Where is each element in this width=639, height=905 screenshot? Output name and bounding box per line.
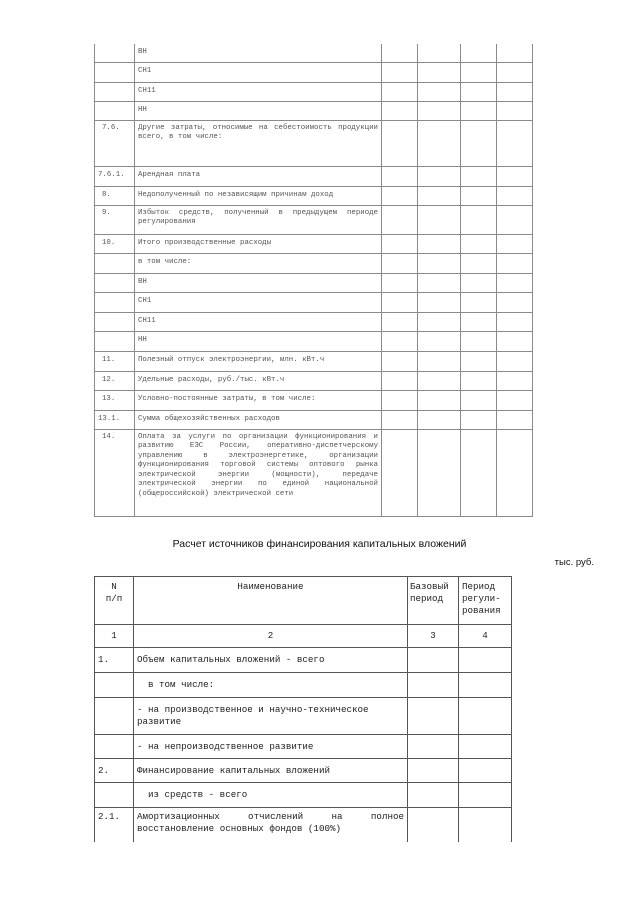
row-label: СН11 — [135, 82, 382, 101]
row-label: СН11 — [135, 312, 382, 331]
table-row — [95, 331, 533, 351]
cell — [418, 186, 461, 205]
cell — [497, 390, 533, 410]
row-label: ВН — [135, 44, 382, 62]
cell — [418, 44, 461, 62]
row-label: из средств - всего — [134, 783, 408, 808]
cell — [408, 673, 459, 698]
row-number: 9. — [95, 205, 135, 234]
row-label: Арендная плата — [135, 166, 382, 186]
cell — [461, 410, 497, 429]
cell — [461, 292, 497, 312]
cell — [382, 410, 418, 429]
cell — [382, 371, 418, 390]
table-row — [95, 101, 533, 120]
row-label: ВН — [135, 273, 382, 292]
cell — [461, 205, 497, 234]
cell — [382, 62, 418, 82]
table-row — [95, 371, 533, 390]
row-number — [95, 312, 135, 331]
cell — [461, 82, 497, 101]
table-row — [95, 390, 533, 410]
row-number: 13. — [95, 390, 135, 410]
row-label: НН — [135, 101, 382, 120]
cell — [382, 205, 418, 234]
cell — [382, 120, 418, 166]
cell — [418, 234, 461, 253]
table-row — [95, 312, 533, 331]
cell — [382, 253, 418, 273]
cell — [382, 101, 418, 120]
header-row — [95, 577, 512, 625]
row-number — [95, 101, 135, 120]
capex-table — [94, 576, 512, 842]
header-name: Наименование — [134, 577, 408, 625]
cell — [418, 120, 461, 166]
table-row — [95, 292, 533, 312]
table-row — [95, 62, 533, 82]
cell — [461, 120, 497, 166]
cell — [459, 808, 512, 842]
cell — [459, 759, 512, 783]
cell — [461, 390, 497, 410]
cell — [408, 783, 459, 808]
table-row — [95, 273, 533, 292]
row-number — [95, 273, 135, 292]
cell — [461, 429, 497, 516]
row-number: 7.6. — [95, 120, 135, 166]
cell — [497, 44, 533, 62]
cell — [497, 62, 533, 82]
index-cell: 1 — [95, 625, 134, 648]
row-number: 2.1. — [95, 808, 134, 842]
cell — [418, 410, 461, 429]
row-label: Финансирование капитальных вложений — [134, 759, 408, 783]
index-cell: 4 — [459, 625, 512, 648]
cell — [408, 808, 459, 842]
cell — [461, 166, 497, 186]
row-label: НН — [135, 331, 382, 351]
table-row — [95, 698, 512, 735]
cell — [418, 331, 461, 351]
cell — [497, 331, 533, 351]
row-number: 14. — [95, 429, 135, 516]
row-number: 2. — [95, 759, 134, 783]
cell — [418, 390, 461, 410]
cell — [382, 292, 418, 312]
row-number — [95, 698, 134, 735]
table-row — [95, 735, 512, 759]
row-label: СН1 — [135, 292, 382, 312]
cell — [382, 186, 418, 205]
cell — [408, 698, 459, 735]
table-row — [95, 429, 533, 516]
row-number — [95, 292, 135, 312]
row-number: 8. — [95, 186, 135, 205]
cell — [382, 351, 418, 371]
cell — [418, 429, 461, 516]
cell — [459, 735, 512, 759]
cell — [382, 273, 418, 292]
cell — [461, 371, 497, 390]
row-label: Недополученный по независящим причинам доход — [135, 186, 382, 205]
table-row — [95, 253, 533, 273]
cell — [497, 186, 533, 205]
cell — [382, 312, 418, 331]
row-label: Объем капитальных вложений - всего — [134, 648, 408, 673]
cell — [459, 673, 512, 698]
table-row — [95, 351, 533, 371]
cell — [382, 429, 418, 516]
row-label: Амортизационных отчислений на полное восстановление основных фондов (100%) — [134, 808, 408, 842]
cell — [459, 698, 512, 735]
index-cell: 2 — [134, 625, 408, 648]
cell — [418, 273, 461, 292]
cell — [497, 82, 533, 101]
cell — [418, 101, 461, 120]
header-base-period: Базовый период — [408, 577, 459, 625]
cell — [461, 253, 497, 273]
row-label: Условно-постоянные затраты, в том числе: — [135, 390, 382, 410]
row-label: Оплата за услуги по организации функционирования и развитию ЕЭС России, оперативно-диспетчерскому управлению в электроэнергетике, организации функционирования торговой системы оптового рынка электрической энергии (мощности), передаче электрической энергии по единой национальной (общероссийской) электрической сети — [135, 429, 382, 516]
cell — [461, 273, 497, 292]
table-row — [95, 186, 533, 205]
cell — [459, 648, 512, 673]
cell — [461, 62, 497, 82]
table-row — [95, 234, 533, 253]
index-row — [95, 625, 512, 648]
table-row — [95, 166, 533, 186]
row-number — [95, 82, 135, 101]
cell — [497, 205, 533, 234]
cell — [382, 82, 418, 101]
table-row — [95, 759, 512, 783]
table-row — [95, 783, 512, 808]
cell — [408, 735, 459, 759]
cell — [418, 205, 461, 234]
row-number: 11. — [95, 351, 135, 371]
row-number — [95, 735, 134, 759]
cell — [497, 312, 533, 331]
row-label: Сумма общехозяйственных расходов — [135, 410, 382, 429]
cell — [418, 166, 461, 186]
table-row — [95, 44, 533, 62]
cell — [382, 390, 418, 410]
cell — [459, 783, 512, 808]
cell — [497, 371, 533, 390]
row-label: Удельные расходы, руб./тыс. кВт.ч — [135, 371, 382, 390]
cell — [497, 166, 533, 186]
table-row — [95, 648, 512, 673]
cell — [461, 312, 497, 331]
row-label: Другие затраты, относимые на себестоимость продукции всего, в том числе: — [135, 120, 382, 166]
header-num: N п/п — [95, 577, 134, 625]
cell — [461, 101, 497, 120]
index-cell: 3 — [408, 625, 459, 648]
row-label: Полезный отпуск электроэнергии, млн. кВт.ч — [135, 351, 382, 371]
cell — [382, 166, 418, 186]
cell — [418, 371, 461, 390]
cell — [497, 273, 533, 292]
table-row — [95, 120, 533, 166]
cell — [461, 331, 497, 351]
cell — [497, 292, 533, 312]
section-title: Расчет источников финансирования капитальных вложений — [172, 538, 467, 550]
cell — [382, 234, 418, 253]
row-label: - на производственное и научно-техническое развитие — [134, 698, 408, 735]
cell — [461, 44, 497, 62]
row-label: - на непроизводственное развитие — [134, 735, 408, 759]
row-number — [95, 44, 135, 62]
cell — [418, 351, 461, 371]
row-number — [95, 673, 134, 698]
row-label: Итого производственные расходы — [135, 234, 382, 253]
cell — [461, 351, 497, 371]
row-number — [95, 783, 134, 808]
row-label: в том числе: — [134, 673, 408, 698]
cell — [497, 410, 533, 429]
header-regulation-period: Период регули- рования — [459, 577, 512, 625]
cell — [418, 312, 461, 331]
row-number: 10. — [95, 234, 135, 253]
cell — [418, 62, 461, 82]
row-label: в том числе: — [135, 253, 382, 273]
cell — [497, 101, 533, 120]
cell — [418, 253, 461, 273]
table-row — [95, 410, 533, 429]
row-number: 13.1. — [95, 410, 135, 429]
cell — [497, 120, 533, 166]
table-row — [95, 808, 512, 842]
cell — [461, 186, 497, 205]
row-number: 12. — [95, 371, 135, 390]
table-row — [95, 673, 512, 698]
row-number — [95, 62, 135, 82]
cell — [497, 253, 533, 273]
unit-label: тыс. руб. — [554, 557, 594, 568]
cell — [497, 234, 533, 253]
cell — [497, 429, 533, 516]
cell — [408, 648, 459, 673]
cell — [418, 292, 461, 312]
cell — [418, 82, 461, 101]
row-label: СН1 — [135, 62, 382, 82]
cell — [408, 759, 459, 783]
cell — [382, 44, 418, 62]
cell — [382, 331, 418, 351]
row-label: Избыток средств, полученный в предыдущем периоде регулирования — [135, 205, 382, 234]
row-number: 7.6.1. — [95, 166, 135, 186]
row-number: 1. — [95, 648, 134, 673]
row-number — [95, 331, 135, 351]
table-row — [95, 205, 533, 234]
cell — [497, 351, 533, 371]
cost-table — [94, 44, 533, 517]
table-row — [95, 82, 533, 101]
row-number — [95, 253, 135, 273]
cell — [461, 234, 497, 253]
